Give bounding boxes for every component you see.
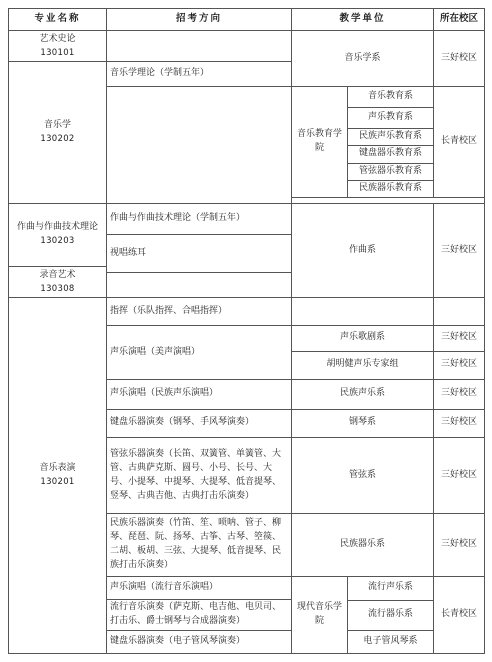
major-cell-performance (9, 298, 107, 654)
major-cell-musicology (9, 62, 107, 204)
major-code: 130202 (40, 133, 75, 144)
table-row (9, 203, 485, 234)
unit-dept: 流行器乐系 (348, 600, 434, 630)
direction-cell: 声乐演唱（流行音乐演唱） (107, 576, 292, 599)
campus-cell-empty (434, 298, 485, 326)
direction-cell-empty (107, 31, 292, 62)
direction-cell-empty (107, 273, 292, 298)
major-cell-recording (9, 267, 107, 298)
major-name: 录音艺术 (39, 269, 76, 280)
direction-cell: 键盘乐器演奏（钢琴、手风琴演奏） (107, 409, 292, 437)
direction-cell: 民族乐器演奏（竹笛、笙、唢呐、管子、柳琴、琵琶、阮、扬琴、古筝、古琴、箜篌、二胡、板胡、三弦、大提琴、低音提琴、民族打击乐演奏） (107, 514, 292, 576)
unit-dept: 民族声乐教育系 (348, 128, 434, 145)
direction-cell: 管弦乐器演奏（长笛、双簧管、单簧管、大管、古典萨克斯、圆号、小号、长号、大号、小提琴、中提琴、大提琴、低音提琴、竖琴、古典吉他、古典打击乐演奏） (107, 437, 292, 513)
major-code: 130201 (40, 477, 75, 488)
unit-dept: 音乐教育系 (348, 87, 434, 108)
campus-cell: 三好校区 (434, 437, 485, 513)
major-cell-composition (9, 203, 107, 266)
unit-musicology-dept: 音乐学系 (292, 31, 434, 87)
unit-folk-vocal-dept: 民族声乐系 (292, 379, 434, 409)
campus-cell: 三好校区 (434, 514, 485, 576)
unit-dept: 民族器乐教育系 (348, 180, 434, 197)
direction-cell: 作曲与作曲技术理论（学制五年） (107, 203, 292, 234)
major-name: 艺术史论 (39, 33, 76, 44)
enrollment-table (8, 8, 485, 654)
campus-cell: 长青校区 (434, 576, 485, 653)
unit-dept: 电子管风琴系 (348, 630, 434, 653)
unit-cell-empty (292, 298, 434, 326)
unit-dept: 流行声乐系 (348, 576, 434, 600)
unit-music-education-school: 音乐教育学院 (292, 87, 348, 198)
direction-cell: 视唱练耳 (107, 235, 292, 273)
unit-dept: 键盘器乐教育系 (348, 145, 434, 163)
unit-modern-music-school: 现代音乐学院 (292, 576, 348, 653)
direction-cell: 流行音乐演奏（萨克斯、电吉他、电贝司、打击乐、爵士钢琴与合成器演奏） (107, 599, 292, 630)
unit-hu-mingjian-studio: 胡明健声乐专家组 (292, 351, 434, 379)
campus-cell: 三好校区 (434, 326, 485, 351)
direction-cell: 声乐演唱（民族声乐演唱） (107, 379, 292, 409)
unit-orchestral-dept: 管弦系 (292, 437, 434, 513)
header-unit: 教学单位 (292, 9, 434, 31)
unit-dept: 管弦器乐教育系 (348, 163, 434, 180)
unit-piano-dept: 钢琴系 (292, 409, 434, 437)
direction-cell: 键盘乐器演奏（电子管风琴演奏） (107, 630, 292, 653)
campus-cell: 三好校区 (434, 203, 485, 297)
major-cell-art-history (9, 31, 107, 62)
header-direction: 招考方向 (107, 9, 292, 31)
campus-cell: 长青校区 (434, 87, 485, 198)
direction-cell: 音乐学理论（学制五年） (107, 62, 292, 87)
header-row (9, 9, 485, 31)
direction-cell: 声乐演唱（美声演唱） (107, 326, 292, 379)
table-row (9, 31, 485, 62)
major-code: 130308 (40, 283, 75, 294)
major-name: 作曲与作曲技术理论 (16, 222, 98, 233)
campus-cell: 三好校区 (434, 379, 485, 409)
campus-cell: 三好校区 (434, 409, 485, 437)
unit-vocal-opera-dept: 声乐歌剧系 (292, 326, 434, 351)
major-code: 130203 (40, 236, 75, 247)
header-campus: 所在校区 (434, 9, 485, 31)
header-major: 专业名称 (9, 9, 107, 31)
unit-chinese-instruments-dept: 民族器乐系 (292, 514, 434, 576)
major-name: 音乐表演 (39, 463, 76, 474)
campus-cell: 三好校区 (434, 351, 485, 379)
unit-composition-dept: 作曲系 (292, 203, 434, 297)
major-name: 音乐学 (43, 119, 71, 130)
table-row (9, 298, 485, 326)
direction-cell: 指挥（乐队指挥、合唱指挥） (107, 298, 292, 326)
campus-cell: 三好校区 (434, 31, 485, 87)
direction-cell-empty (107, 87, 292, 204)
unit-dept: 声乐教育系 (348, 108, 434, 128)
major-code: 130101 (40, 47, 75, 58)
